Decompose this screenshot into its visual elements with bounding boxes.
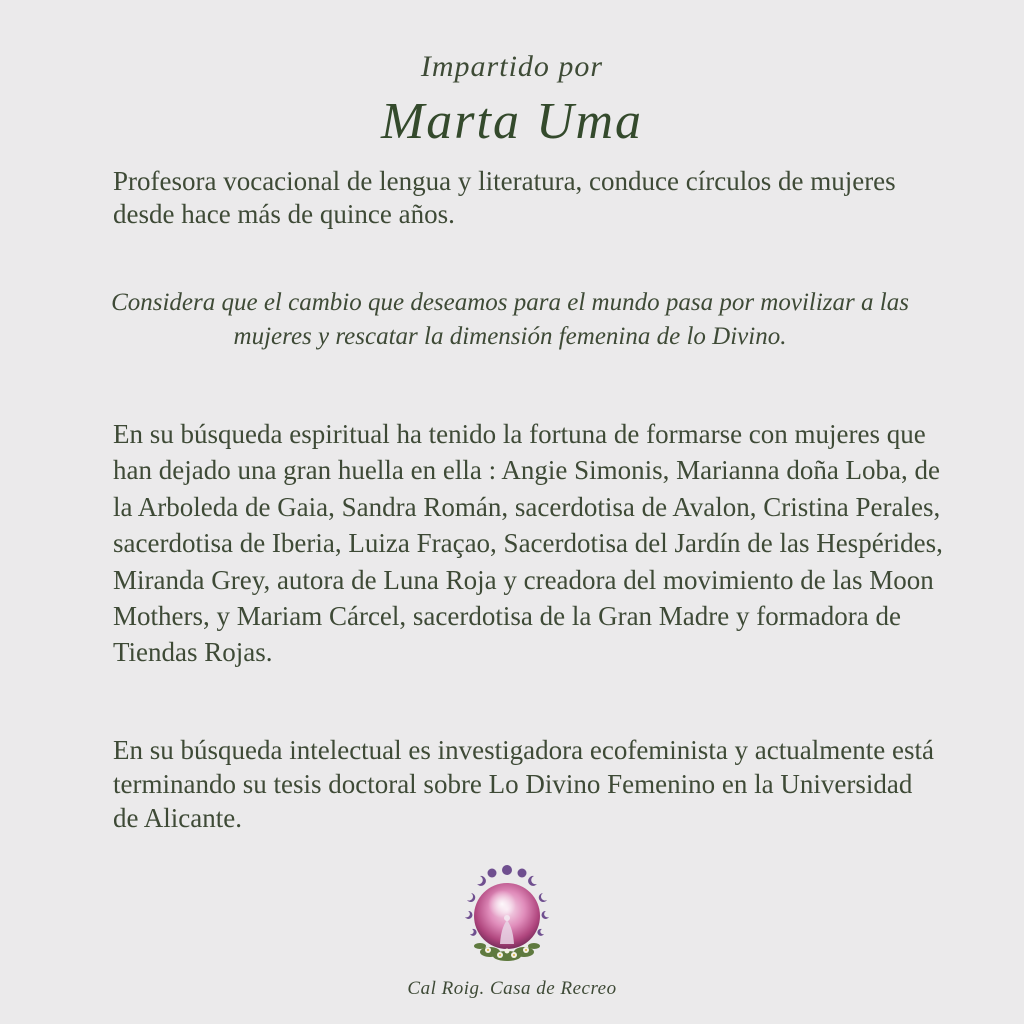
footer-brand: Cal Roig. Casa de Recreo xyxy=(407,978,617,999)
instructor-name: Marta Uma xyxy=(380,93,644,150)
moon-phases-orb-logo-icon xyxy=(452,860,562,972)
bio-intellectual: En su búsqueda intelectual es investigadora ecofeminista y actualmente está terminando su tesis doctoral sobre Lo Divino Femenino en la Universidad de Alicante. xyxy=(113,735,934,833)
bio-intro: Profesora vocacional de lengua y literatura, conduce círculos de mujeres desde hace más de quince años. xyxy=(113,166,896,229)
quote: Considera que el cambio que deseamos para el mundo pasa por movilizar a las mujeres y rescatar la dimensión femenina de lo Divino. xyxy=(111,289,909,350)
bio-spiritual: En su búsqueda espiritual ha tenido la fortuna de formarse con mujeres que han dejado una gran huella en ella : Angie Simonis, Marianna doña Loba, de la Arboleda de Gaia, Sandra Román, sacerdotisa de Avalon, Cristina Perales, sacerdotisa de Iberia, Luiza Fraçao, Sacerdotisa del Jardín de las Hespérides, Miranda Grey, autora de Luna Roja y creadora del movimiento de las Moon Mothers, y Mariam Cárcel, sacerdotisa de la Gran Madre y formadora de Tiendas Rojas. xyxy=(113,419,943,668)
subtitle: Impartido por xyxy=(420,50,604,83)
